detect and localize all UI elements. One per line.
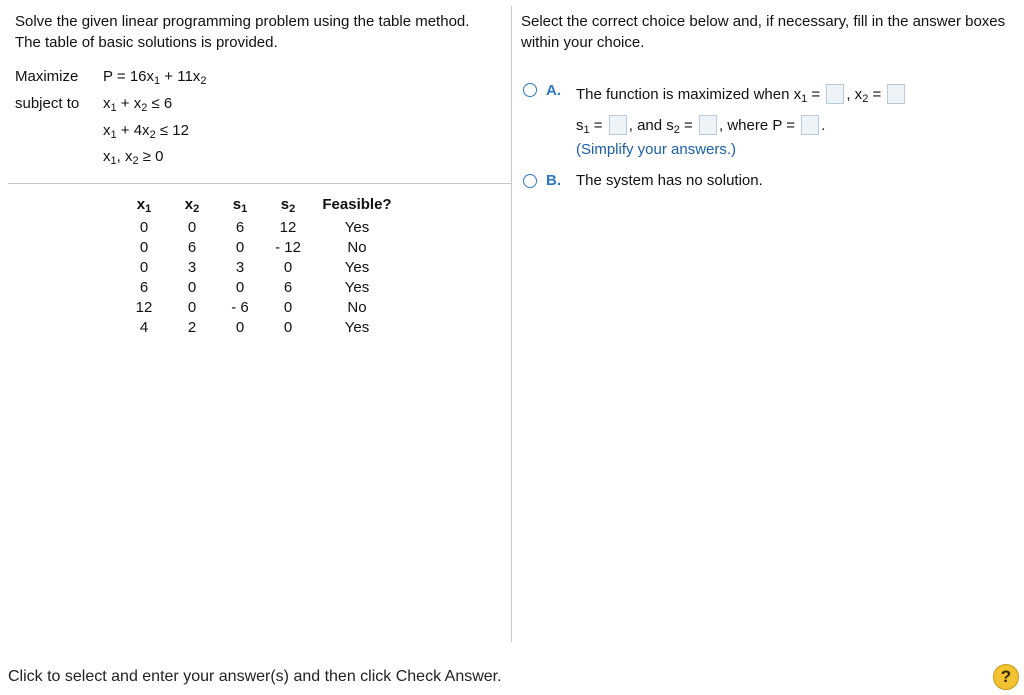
header-s1: $s_1$ bbox=[232, 195, 248, 215]
constraint-1: $x_1 + x_2 \le 6$ bbox=[103, 95, 173, 114]
table-cell: No bbox=[347, 298, 367, 316]
option-a-line-1: The function is maximized when $x_1$ = , $x_2$ = bbox=[576, 84, 907, 104]
option-b-radio[interactable] bbox=[523, 174, 537, 188]
option-b-text[interactable]: The system has no solution. bbox=[576, 172, 763, 189]
panel-divider bbox=[511, 6, 512, 642]
table-cell: Yes bbox=[344, 218, 370, 236]
table-cell: 0 bbox=[235, 318, 245, 336]
table-cell: 6 bbox=[139, 278, 149, 296]
option-a-radio[interactable] bbox=[523, 83, 537, 97]
table-row bbox=[120, 297, 402, 317]
option-a-line-2: $s_1$ = , and $s_2$ = , where P = . bbox=[576, 117, 826, 136]
table-cell: Yes bbox=[344, 318, 370, 336]
table-cell: Yes bbox=[344, 258, 370, 276]
table-row bbox=[120, 277, 402, 297]
x1-answer-box[interactable] bbox=[826, 84, 844, 104]
s2-answer-box[interactable] bbox=[699, 115, 717, 135]
section-divider bbox=[8, 183, 512, 184]
table-cell: Yes bbox=[344, 278, 370, 296]
table-row bbox=[120, 237, 402, 257]
header-feasible: Feasible? bbox=[322, 195, 392, 213]
simplify-hint: (Simplify your answers.) bbox=[576, 141, 737, 158]
option-b-letter[interactable]: B. bbox=[546, 172, 561, 189]
constraint-2: $x_1 + 4x_2 \le 12$ bbox=[103, 122, 189, 141]
table-cell: 6 bbox=[187, 238, 197, 256]
x2-answer-box[interactable] bbox=[887, 84, 905, 104]
objective-function: $P = 16x_1 + 11x_2$ bbox=[103, 68, 207, 87]
table-header-row bbox=[120, 191, 402, 217]
subject-to-label: subject to bbox=[15, 95, 80, 112]
table-cell: 0 bbox=[187, 278, 197, 296]
header-x2: $x_2$ bbox=[184, 195, 200, 215]
constraint-nonnegativity: $x_1$, $x_2 \ge 0$ bbox=[103, 148, 164, 167]
answer-panel bbox=[513, 0, 1024, 660]
option-a-letter[interactable]: A. bbox=[546, 82, 561, 99]
table-cell: 6 bbox=[235, 218, 245, 236]
table-cell: 0 bbox=[139, 258, 149, 276]
table-cell: 12 bbox=[279, 218, 297, 236]
table-cell: 0 bbox=[283, 258, 293, 276]
table-cell: - 12 bbox=[275, 238, 301, 256]
table-cell: 3 bbox=[187, 258, 197, 276]
table-row bbox=[120, 257, 402, 277]
help-button[interactable]: ? bbox=[993, 664, 1019, 690]
footer-instruction: Click to select and enter your answer(s) and then click Check Answer. bbox=[8, 668, 502, 685]
table-cell: No bbox=[347, 238, 367, 256]
problem-intro: Solve the given linear programming problem using the table method. The table of basic solutions is provided. bbox=[15, 13, 470, 51]
table-cell: 6 bbox=[283, 278, 293, 296]
table-cell: 0 bbox=[283, 318, 293, 336]
table-cell: 2 bbox=[187, 318, 197, 336]
table-cell: 0 bbox=[283, 298, 293, 316]
header-s2: $s_2$ bbox=[280, 195, 296, 215]
table-cell: 12 bbox=[135, 298, 153, 316]
table-cell: 0 bbox=[187, 218, 197, 236]
table-cell: 0 bbox=[139, 238, 149, 256]
table-cell: - 6 bbox=[231, 298, 249, 316]
problem-panel bbox=[0, 0, 512, 660]
p-answer-box[interactable] bbox=[801, 115, 819, 135]
table-cell: 0 bbox=[235, 238, 245, 256]
table-cell: 0 bbox=[235, 278, 245, 296]
maximize-label: Maximize bbox=[15, 68, 79, 85]
table-row bbox=[120, 317, 402, 337]
table-cell: 0 bbox=[187, 298, 197, 316]
basic-solutions-table bbox=[120, 191, 402, 337]
answer-instructions: Select the correct choice below and, if necessary, fill in the answer boxes within your choice. bbox=[521, 13, 1006, 51]
header-x1: $x_1$ bbox=[136, 195, 152, 215]
table-cell: 3 bbox=[235, 258, 245, 276]
table-row bbox=[120, 217, 402, 237]
s1-answer-box[interactable] bbox=[609, 115, 627, 135]
table-cell: 4 bbox=[139, 318, 149, 336]
table-cell: 0 bbox=[139, 218, 149, 236]
